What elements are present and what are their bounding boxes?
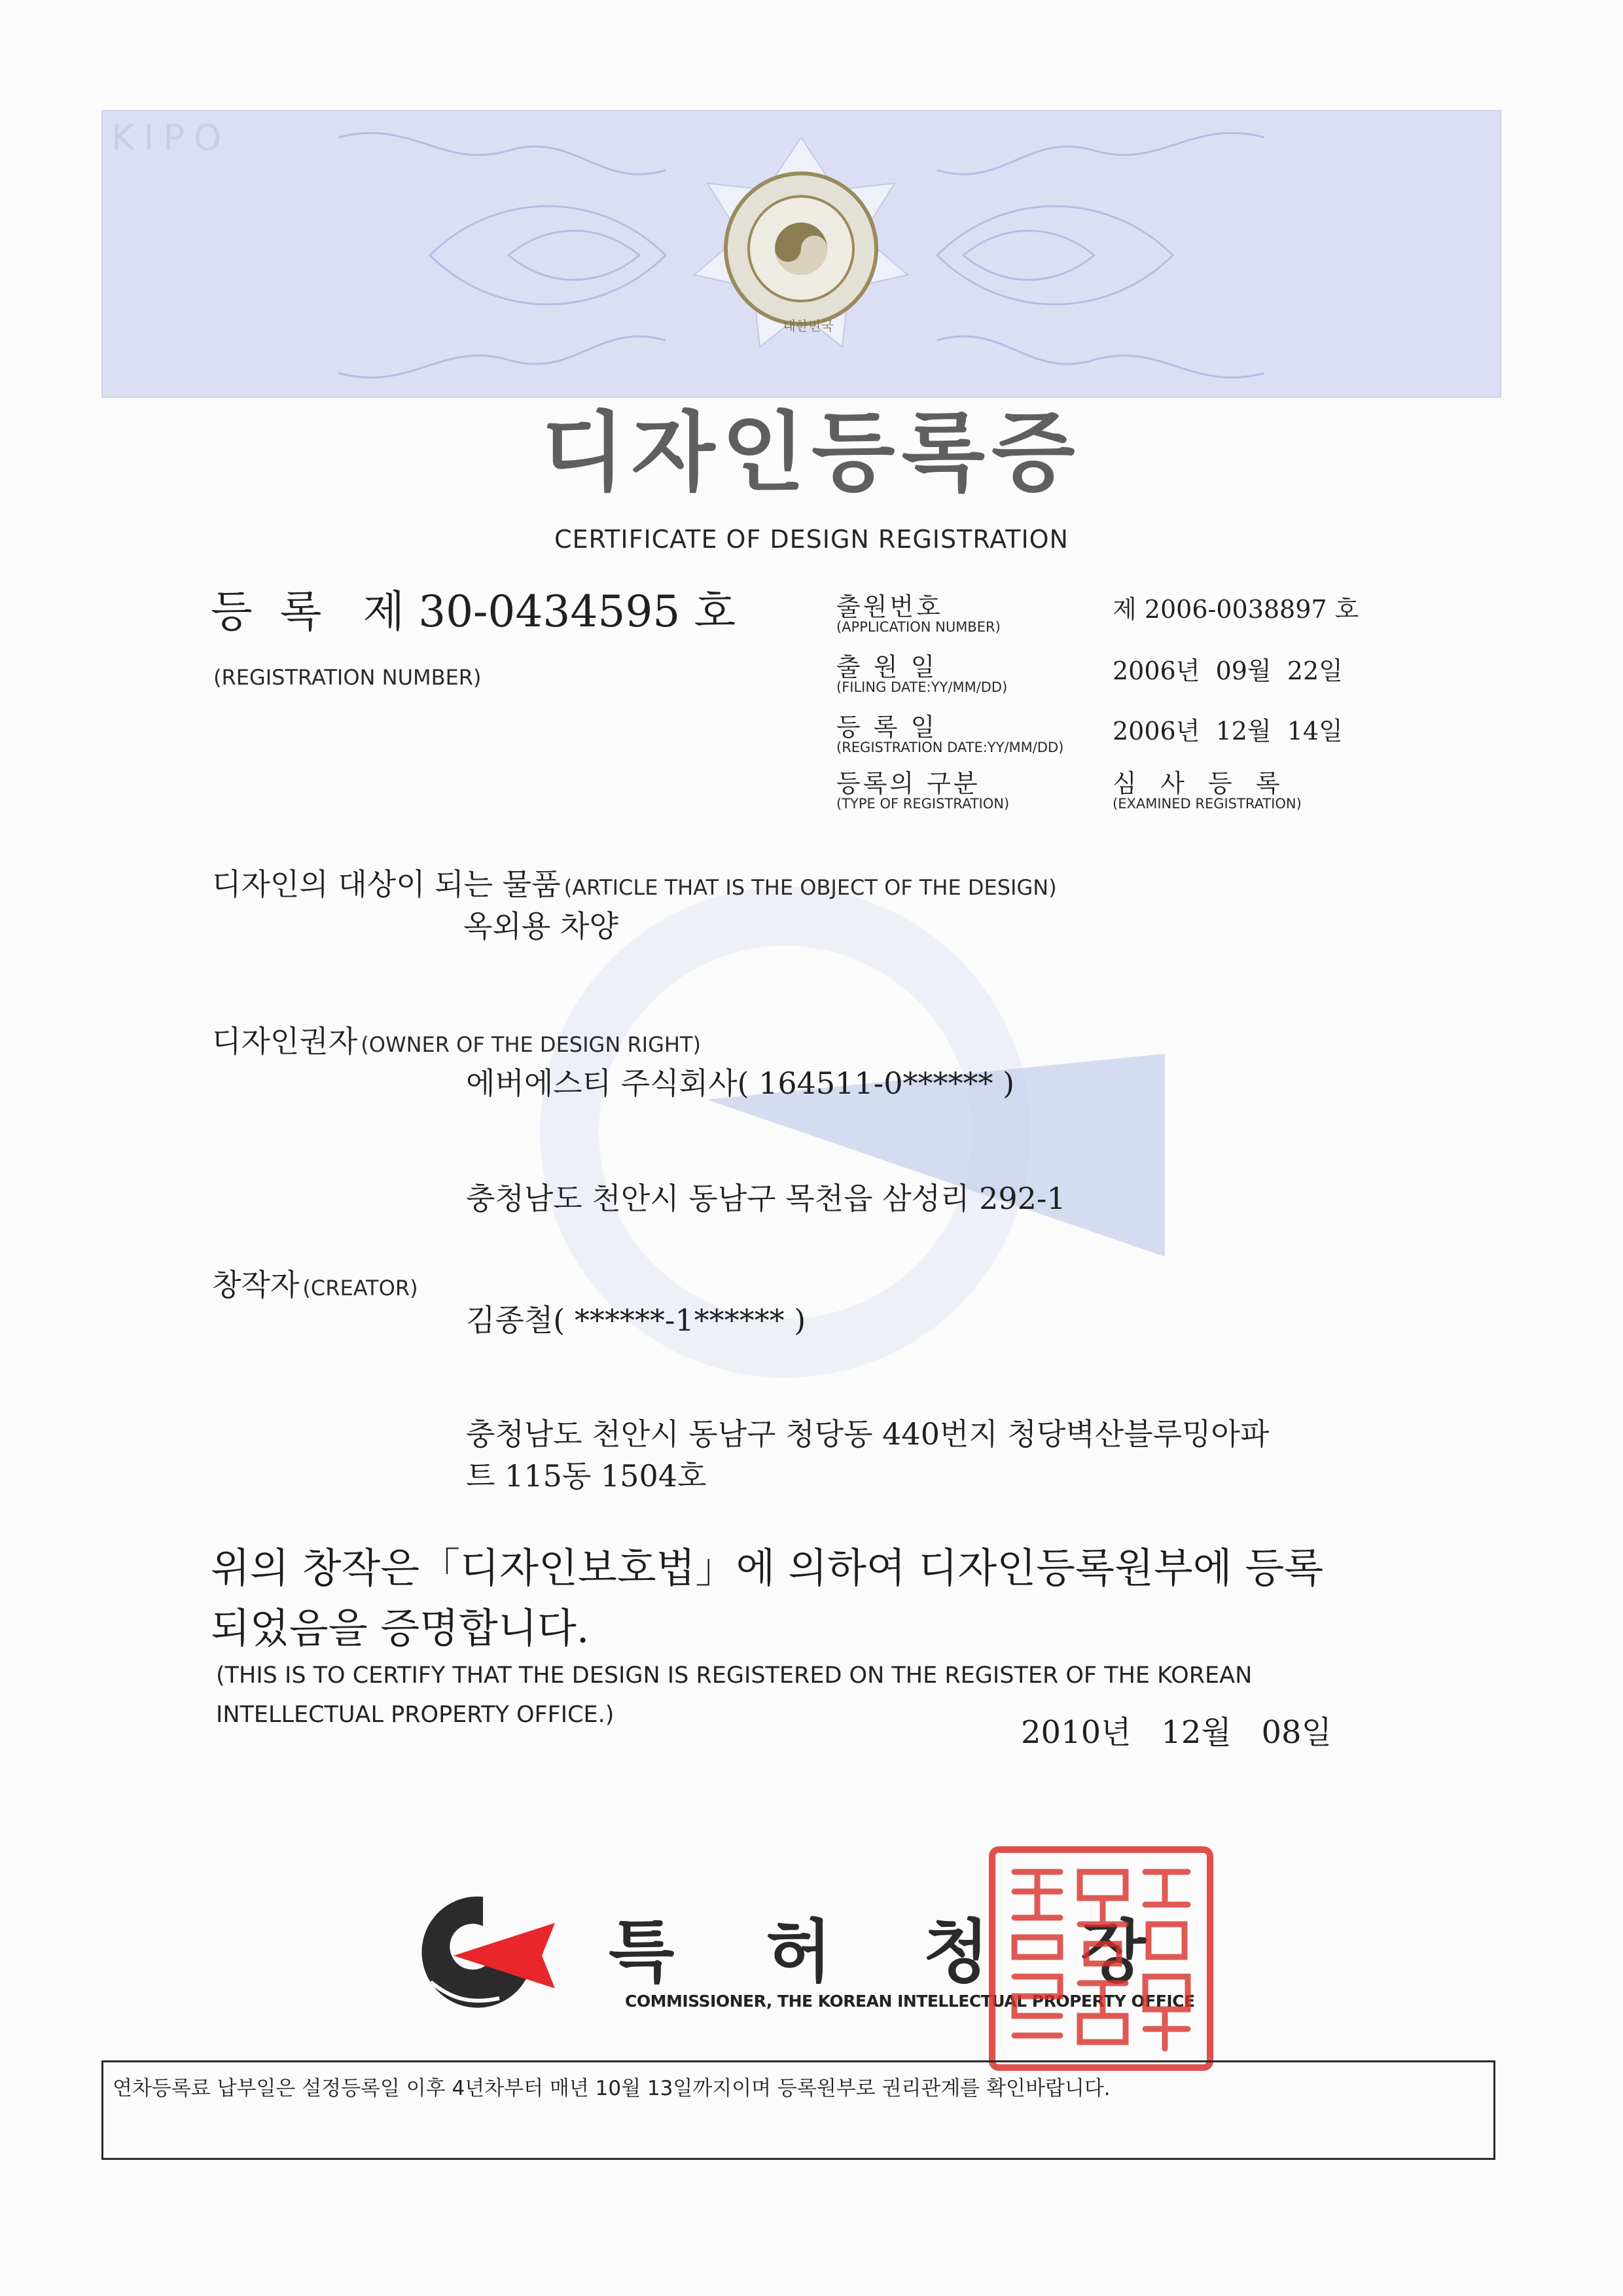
meta-label-en: (REGISTRATION DATE:YY/MM/DD): [836, 740, 1064, 755]
kipo-logo-icon: [391, 1884, 562, 2015]
creator-label-ko: 창작자: [212, 1267, 300, 1302]
meta-label-en: (APPLICATION NUMBER): [836, 619, 1001, 635]
meta-value: 2006년 09월 22일: [1113, 656, 1343, 685]
emblem-caption: 대한민국: [783, 318, 834, 334]
office-title: 특허청장: [609, 1912, 1238, 1992]
owner-label-ko: 디자인권자: [212, 1024, 358, 1059]
issue-date: 2010년 12월 08일: [1021, 1714, 1332, 1751]
owner-address: 충청남도 천안시 동남구 목천읍 삼성리 292-1: [466, 1181, 1066, 1216]
meta-value: 제 2006-0038897 호: [1113, 595, 1359, 624]
article-section: [212, 869, 1057, 900]
meta-value: 2006년 12월 14일: [1113, 717, 1343, 745]
creator-name: 김종철( ******-1****** ): [466, 1302, 806, 1338]
certification-statement-ko: [211, 1538, 1389, 1659]
meta-label-ko: 출 원 일: [836, 653, 938, 681]
statement-line: 되었음을 증명합니다.: [211, 1604, 590, 1652]
creator-address-line2: 트 115동 1504호: [466, 1458, 707, 1494]
creator-section: [212, 1267, 418, 1302]
statement-line: 위의 창작은「디자인보호법」에 의하여 디자인등록원부에 등록: [211, 1544, 1324, 1592]
article-value: 옥외용 차양: [463, 908, 618, 944]
meta-label-ko: 출원번호: [836, 592, 943, 621]
meta-application-number: [836, 594, 1001, 634]
registration-number-label: (REGISTRATION NUMBER): [213, 665, 482, 690]
creator-label-en: (CREATOR): [302, 1276, 418, 1300]
statement-line: (THIS IS TO CERTIFY THAT THE DESIGN IS REGISTERED ON THE REGISTER OF THE KOREAN: [216, 1662, 1253, 1689]
office-title-en: COMMISSIONER, THE KOREAN INTELLECTUAL PROPERTY OFFICE: [625, 1992, 1195, 2011]
meta-registration-date: [836, 715, 1063, 755]
statement-line: INTELLECTUAL PROPERTY OFFICE.): [216, 1702, 615, 1728]
article-label-ko: 디자인의 대상이 되는 물품: [212, 867, 561, 902]
owner-section: [212, 1026, 701, 1057]
document-title: 디자인등록증: [541, 403, 1082, 503]
official-seal: [988, 1846, 1214, 2072]
meta-registration-type: [836, 771, 1009, 811]
meta-label-ko: 등록의 구분: [836, 769, 980, 798]
notice-text: 연차등록료 납부일은 설정등록일 이후 4년차부터 매년 10월 13일까지이며 등록원부로 권리관계를 확인바랍니다.: [113, 2077, 1111, 2100]
owner-name: 에버에스티 주식회사( 164511-0****** ): [466, 1066, 1015, 1101]
registration-number: 등 록 제 30-0434595 호: [211, 586, 736, 637]
meta-value-en: (EXAMINED REGISTRATION): [1113, 796, 1302, 812]
article-label-en: (ARTICLE THAT IS THE OBJECT OF THE DESIGN): [563, 875, 1057, 900]
document-subtitle: CERTIFICATE OF DESIGN REGISTRATION: [554, 525, 1069, 554]
owner-label-en: (OWNER OF THE DESIGN RIGHT): [361, 1032, 701, 1057]
meta-label-en: (FILING DATE:YY/MM/DD): [836, 679, 1008, 695]
meta-label-ko: 등 록 일: [836, 713, 938, 742]
meta-filing-date: [836, 655, 1007, 694]
watermark-text: KIPO: [111, 117, 231, 158]
meta-label-en: (TYPE OF REGISTRATION): [836, 796, 1010, 812]
notice-box: [101, 2060, 1495, 2160]
meta-value: 심 사 등 록: [1113, 769, 1280, 798]
meta-registration-type-value: [1113, 771, 1302, 811]
header-watermark: [111, 117, 569, 160]
creator-address-line1: 충청남도 천안시 동남구 청당동 440번지 청당벽산블루밍아파: [466, 1416, 1270, 1452]
